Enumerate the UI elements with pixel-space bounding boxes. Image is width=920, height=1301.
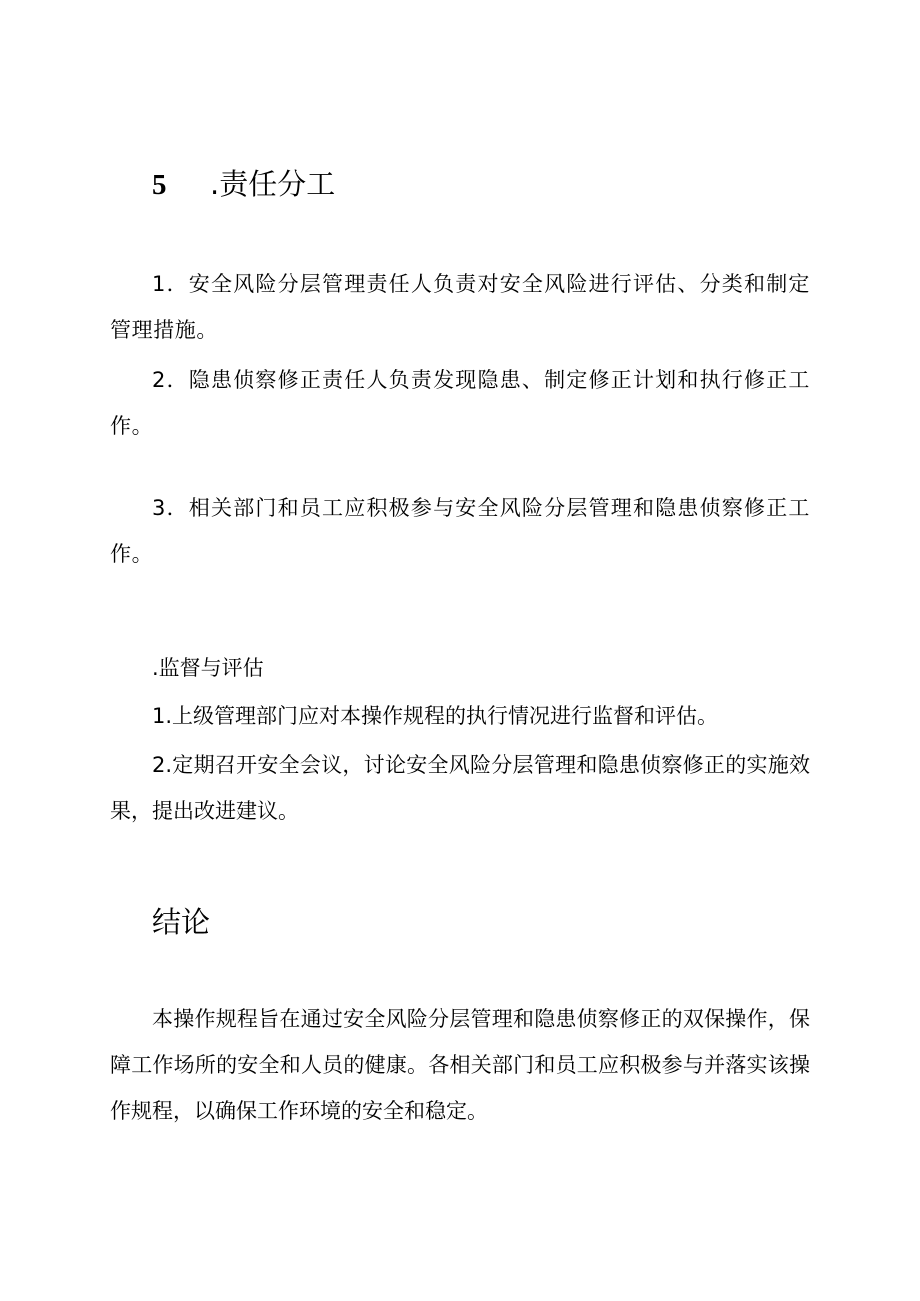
section-number: 5 [152, 169, 167, 201]
section-heading-conclusion: 结论 [152, 905, 211, 939]
conclusion-paragraph: 本操作规程旨在通过安全风险分层管理和隐患侦察修正的双保操作，保障工作场所的安全和人员的健康。各相关部门和员工应积极参与并落实该操作规程，以确保工作环境的安全和稳定。 [110, 1007, 810, 1123]
section-heading-supervision: .监督与评估 [152, 656, 264, 680]
responsibility-item-3: 3．相关部门和员工应积极参与安全风险分层管理和隐患侦察修正工作。 [110, 496, 810, 566]
section-heading-responsibility [152, 166, 335, 203]
section-title: .责任分工 [210, 167, 336, 201]
responsibility-item-2: 2．隐患侦察修正责任人负责发现隐患、制定修正计划和执行修正工作。 [110, 368, 810, 438]
responsibility-item-1: 1．安全风险分层管理责任人负责对安全风险进行评估、分类和制定管理措施。 [110, 272, 810, 342]
supervision-item-2: 2.定期召开安全会议，讨论安全风险分层管理和隐患侦察修正的实施效果，提出改进建议。 [110, 753, 810, 823]
supervision-item-1: 1.上级管理部门应对本操作规程的执行情况进行监督和评估。 [152, 704, 719, 728]
